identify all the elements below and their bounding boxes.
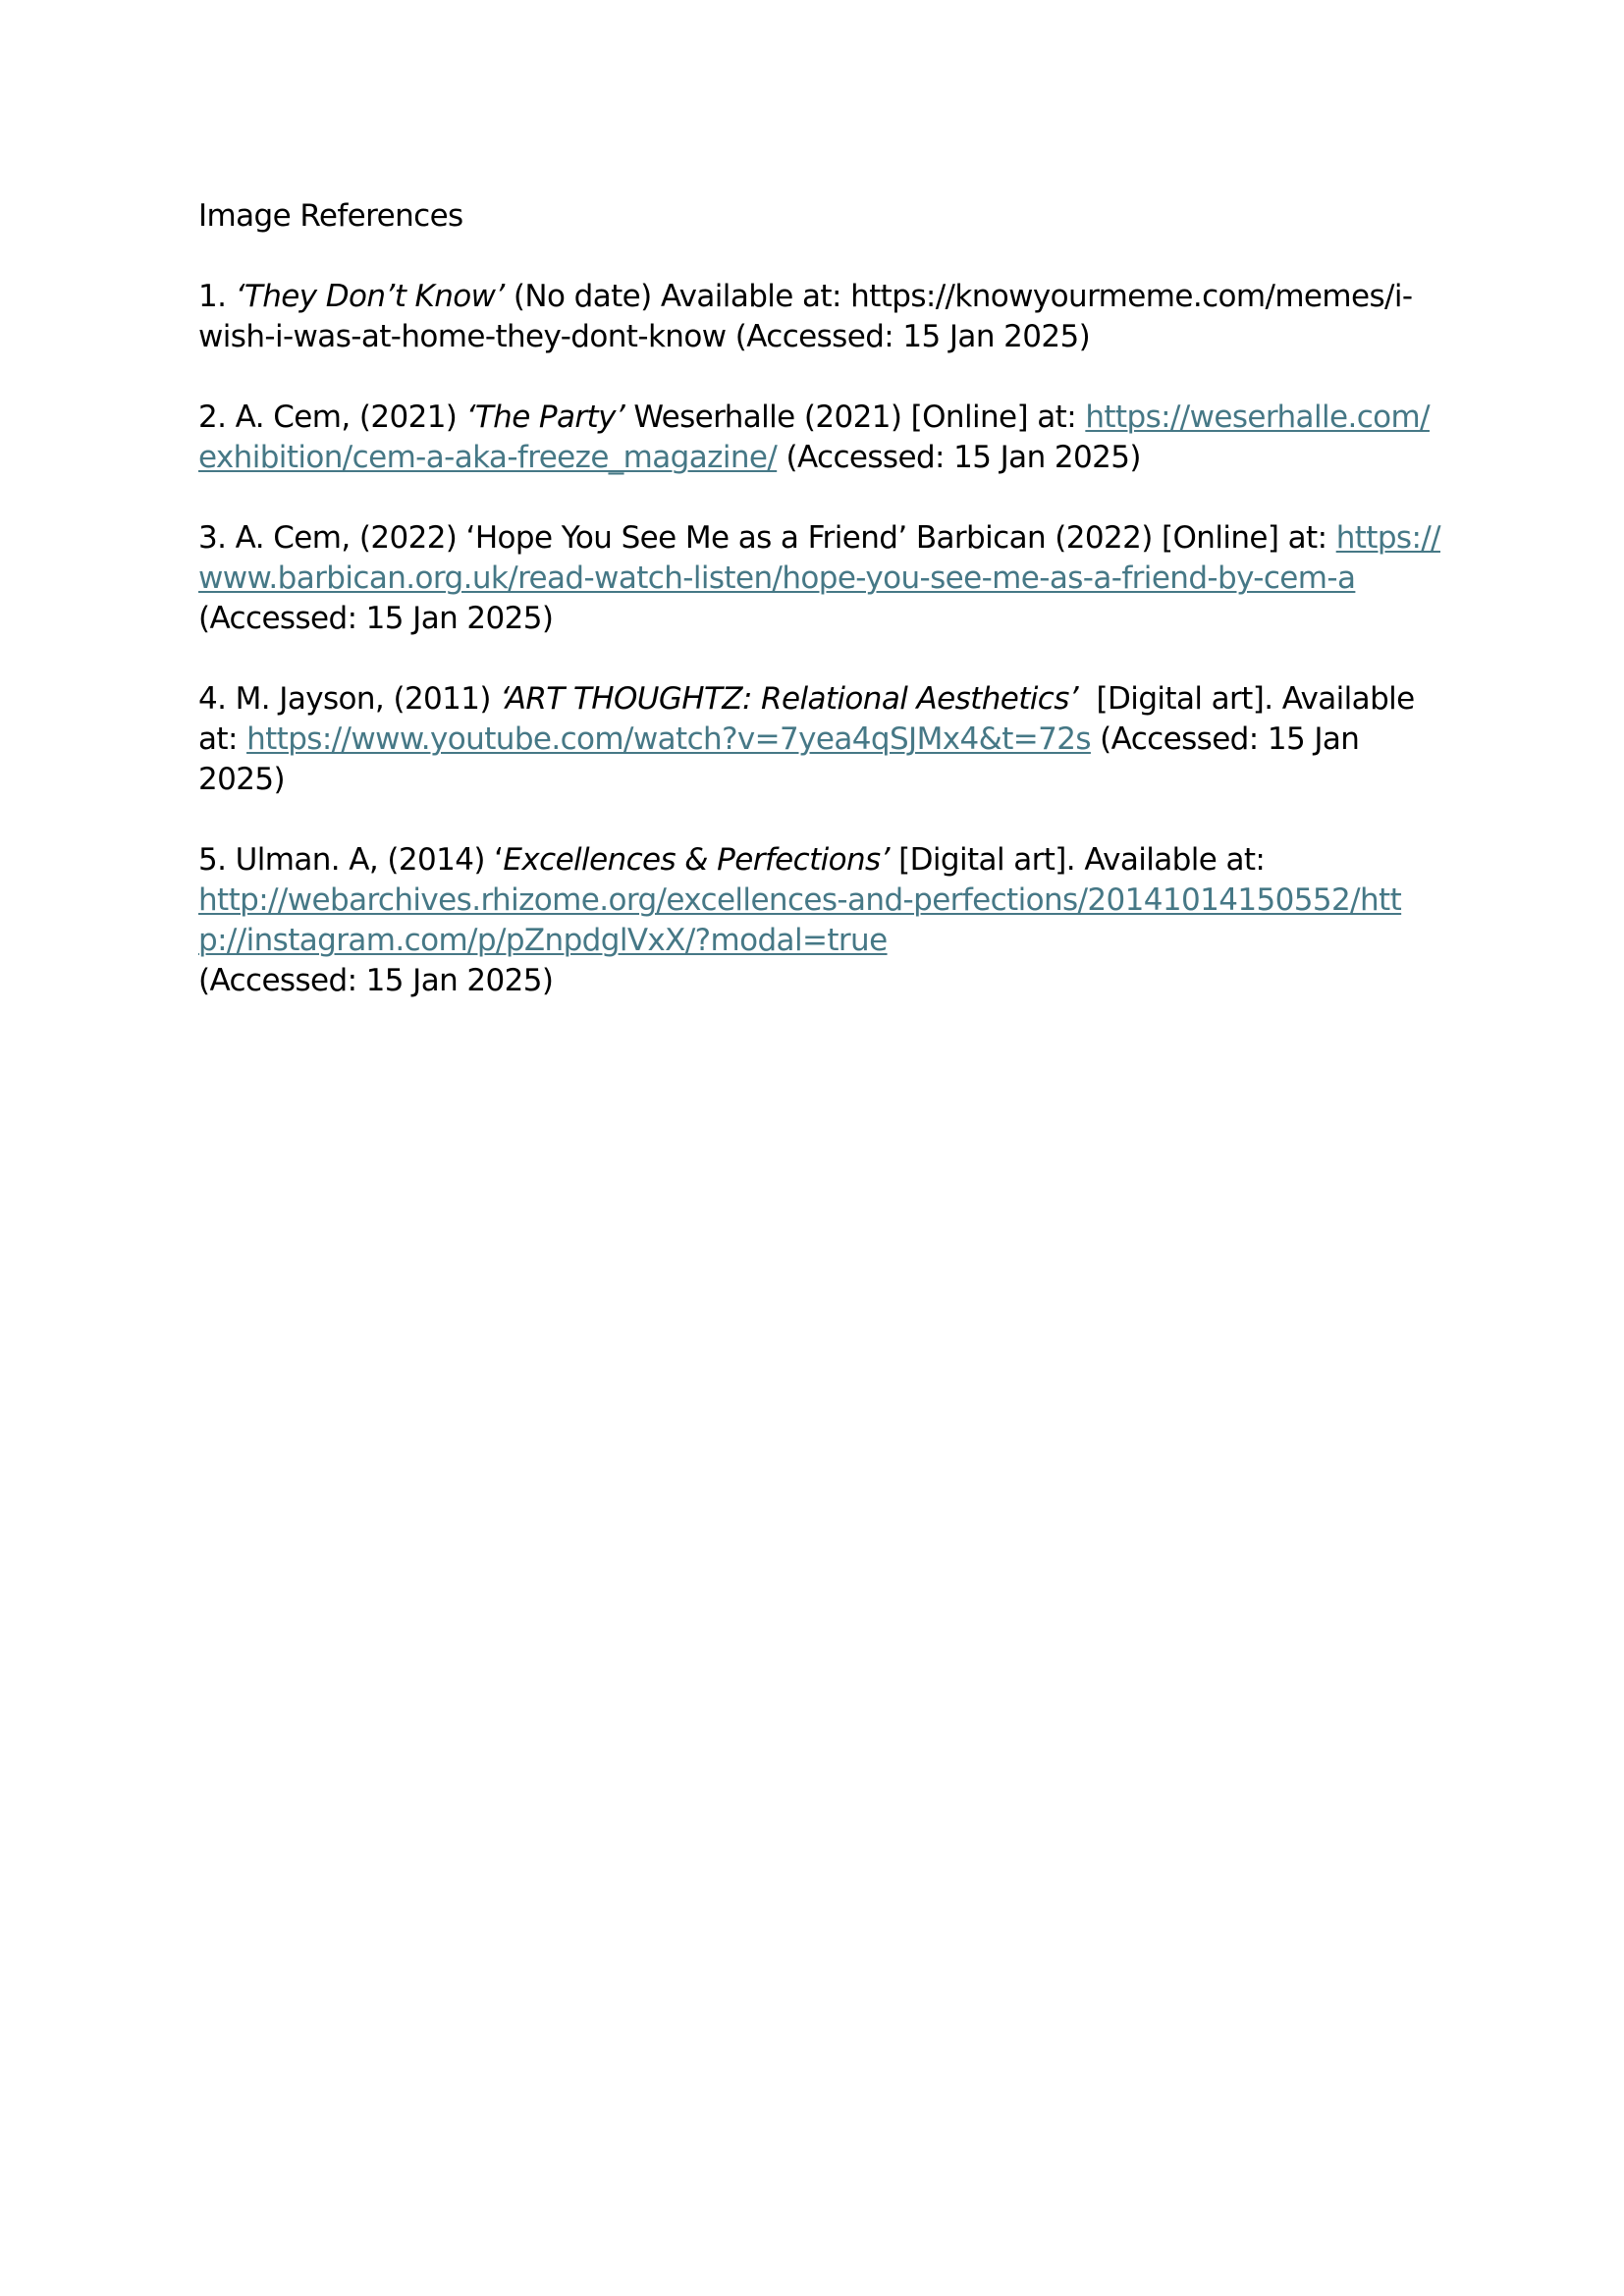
- reference-text: [198, 679, 1445, 800]
- reference-item-3: [198, 518, 1445, 639]
- reference-accessed: (Accessed: 15 Jan 2025): [198, 601, 554, 636]
- reference-link[interactable]: https://weserhalle.com/exhibition/cem-a-aka-freeze_magazine/: [198, 400, 1430, 475]
- reference-details: [Digital art]. Available at:: [889, 842, 1266, 878]
- reference-item-1: [198, 277, 1445, 357]
- reference-title: ‘They Don’t Know’: [235, 279, 505, 314]
- reference-item-5: [198, 840, 1445, 1001]
- reference-accessed: (Accessed: 15 Jan 2025): [198, 963, 554, 998]
- reference-title: ‘ART THOUGHTZ: Relational Aesthetics’: [500, 681, 1079, 717]
- reference-item-4: [198, 679, 1445, 800]
- reference-link[interactable]: https://www.barbican.org.uk/read-watch-listen/hope-you-see-me-as-a-friend-by-cem-a: [198, 520, 1441, 596]
- reference-link[interactable]: https://www.youtube.com/watch?v=7yea4qSJMx4&t=72s: [246, 721, 1091, 757]
- reference-title: Excellences & Perfections’: [503, 842, 890, 878]
- document-content: [198, 196, 1445, 1041]
- reference-text: [198, 840, 1445, 1001]
- reference-title: ‘The Party’: [465, 400, 625, 435]
- reference-prefix: 2. A. Cem, (2021): [198, 400, 466, 435]
- reference-details: Weserhalle (2021) [Online] at:: [624, 400, 1086, 435]
- reference-prefix: 3. A. Cem, (2022) ‘Hope You See Me as a Friend’ Barbican (2022) [Online] at:: [198, 520, 1336, 556]
- reference-text: [198, 518, 1445, 639]
- reference-details: [Digital art]. Available at:: [198, 681, 1424, 757]
- page-heading: Image References: [198, 198, 463, 234]
- reference-text: [198, 398, 1445, 478]
- reference-prefix: 4. M. Jayson, (2011): [198, 681, 501, 717]
- reference-link[interactable]: http://webarchives.rhizome.org/excellences-and-perfections/20141014150552/http://instagram.com/p/pZnpdglVxX/?modal=true: [198, 882, 1402, 958]
- reference-prefix: 5. Ulman. A, (2014) ‘: [198, 842, 504, 878]
- reference-text: [198, 277, 1445, 357]
- reference-accessed: (Accessed: 15 Jan 2025): [198, 721, 1360, 797]
- reference-item-2: [198, 398, 1445, 478]
- reference-details: (No date) Available at: https://knowyourmeme.com/memes/i-wish-i-was-at-home-they-dont-know (Accessed: 15 Jan 2025): [198, 279, 1413, 354]
- reference-accessed: (Accessed: 15 Jan 2025): [777, 440, 1141, 475]
- reference-prefix: 1.: [198, 279, 236, 314]
